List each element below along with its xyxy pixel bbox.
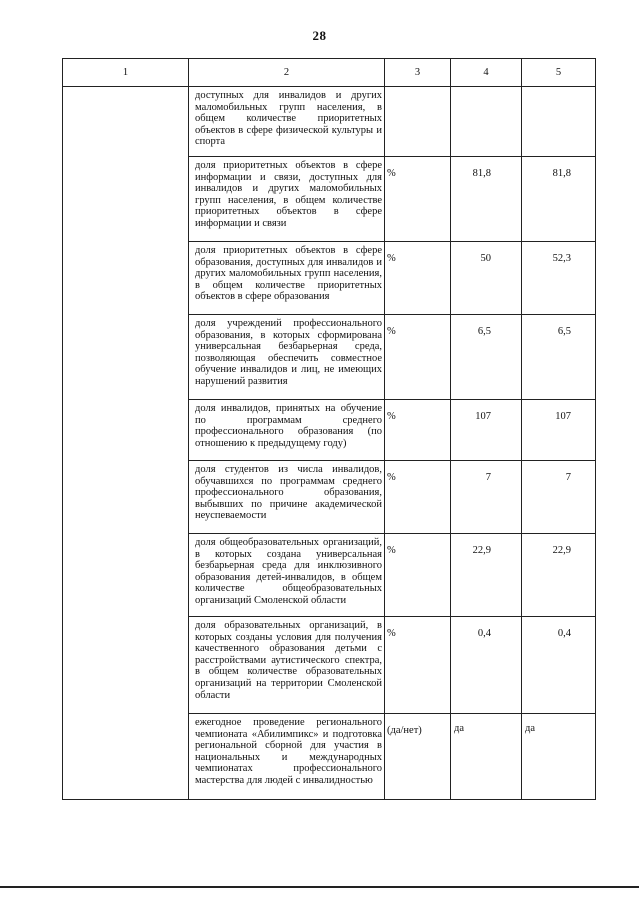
value-col5-cell: да: [522, 714, 596, 800]
value-col5-cell: 22,9: [522, 534, 596, 617]
indicator-description: доля инвалидов, принятых на обучение по программам среднего профессионального образования (по отношению к предыдущему году): [189, 400, 385, 461]
value-col5-cell: 107: [522, 400, 596, 461]
header-col-3: 3: [385, 59, 451, 87]
unit-cell: %: [385, 400, 451, 461]
value-col4-cell: 81,8: [451, 157, 522, 242]
value-col5-cell: [522, 87, 596, 157]
header-col-2: 2: [189, 59, 385, 87]
value-col4-cell: да: [451, 714, 522, 800]
indicator-description: доля студентов из числа инвалидов, обучавшихся по программам среднего профессионального образования, выбывших по причине академической неуспеваемости: [189, 461, 385, 534]
header-col-5: 5: [522, 59, 596, 87]
header-col-1: 1: [63, 59, 189, 87]
page-number: 28: [312, 28, 327, 43]
value-col4-cell: 107: [451, 400, 522, 461]
unit-cell: [385, 87, 451, 157]
value-col5-cell: 0,4: [522, 617, 596, 714]
value-col4-cell: 6,5: [451, 315, 522, 400]
unit-cell: %: [385, 461, 451, 534]
unit-cell: %: [385, 157, 451, 242]
unit-cell: %: [385, 617, 451, 714]
row-col1-cell: [63, 87, 189, 800]
value-col4-cell: 50: [451, 242, 522, 315]
value-col4-cell: 7: [451, 461, 522, 534]
value-col4-cell: [451, 87, 522, 157]
indicator-description: ежегодное проведение регионального чемпионата «Абилимпикс» и подготовка региональной сборной для участия в национальных и международных чемпионатах профессионального мастерства для людей с инвалидностью: [189, 714, 385, 800]
unit-cell: (да/нет): [385, 714, 451, 800]
indicator-description: доля приоритетных объектов в сфере информации и связи, доступных для инвалидов и других маломобильных групп населения, в общем количестве приоритетных объектов в сфере информации и связи: [189, 157, 385, 242]
value-col4-cell: 22,9: [451, 534, 522, 617]
value-col5-cell: 7: [522, 461, 596, 534]
value-col5-cell: 6,5: [522, 315, 596, 400]
unit-cell: %: [385, 242, 451, 315]
indicator-description: доля учреждений профессионального образования, в которых сформирована универсальная безбарьерная среда, позволяющая обеспечить совместное обучение инвалидов и лиц, не имеющих нарушений развития: [189, 315, 385, 400]
value-col4-cell: 0,4: [451, 617, 522, 714]
indicator-table: [62, 58, 596, 800]
unit-cell: %: [385, 315, 451, 400]
indicator-description: доля приоритетных объектов в сфере образования, доступных для инвалидов и других маломобильных групп населения, в общем количестве приоритетных объектов в сфере образования: [189, 242, 385, 315]
indicator-description: доля общеобразовательных организаций, в которых создана универсальная безбарьерная среда для инклюзивного образования детей-инвалидов, в общем количестве общеобразовательных организаций Смоленской области: [189, 534, 385, 617]
value-col5-cell: 52,3: [522, 242, 596, 315]
header-col-4: 4: [451, 59, 522, 87]
bottom-divider: [0, 886, 639, 888]
table-header-row: [63, 59, 596, 87]
indicator-description: доля образовательных организаций, в которых созданы условия для получения качественного образования детьми с расстройствами аутистического спектра, в общем количестве образовательных организаций на территории Смоленской области: [189, 617, 385, 714]
unit-cell: %: [385, 534, 451, 617]
table-row: [63, 87, 596, 157]
value-col5-cell: 81,8: [522, 157, 596, 242]
indicator-description: доступных для инвалидов и других маломобильных групп населения, в общем количестве приоритетных объектов в сфере физической культуры и спорта: [189, 87, 385, 157]
